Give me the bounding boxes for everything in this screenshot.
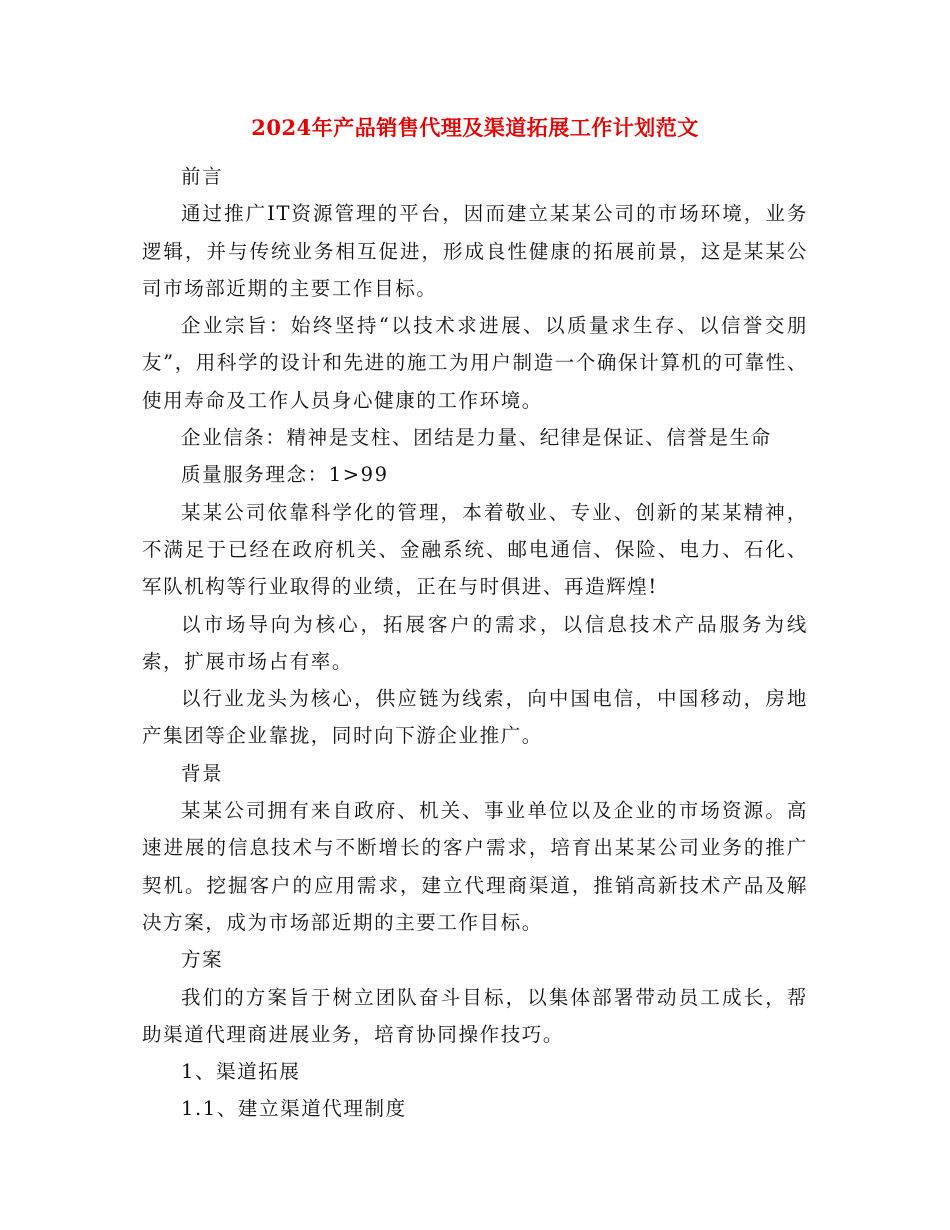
paragraph: 以市场导向为核心，拓展客户的需求，以信息技术产品服务为线索，扩展市场占有率。	[142, 612, 808, 673]
section-heading-background: 背景	[181, 761, 224, 785]
document-body	[142, 158, 808, 1128]
paragraph: 企业信条：精神是支柱、团结是力量、纪律是保证、信誉是生命	[181, 426, 772, 450]
paragraph: 以行业龙头为核心，供应链为线索，向中国电信，中国移动，房地产集团等企业靠拢，同时向下游企业推广。	[142, 687, 808, 748]
paragraph: 通过推广IT资源管理的平台，因而建立某某公司的市场环境，业务逻辑，并与传统业务相互促进，形成良性健康的拓展前景，这是某某公司市场部近期的主要工作目标。	[142, 202, 808, 300]
paragraph: 某某公司拥有来自政府、机关、事业单位以及企业的市场资源。高速进展的信息技术与不断增长的客户需求，培育出某某公司业务的推广契机。挖掘客户的应用需求，建立代理商渠道，推销高新技术产品及解决方案，成为市场部近期的主要工作目标。	[142, 799, 808, 934]
section-heading-preface: 前言	[181, 165, 224, 188]
paragraph: 企业宗旨：始终坚持“以技术求进展、以质量求生存、以信誉交朋友”，用科学的设计和先进的施工为用户制造一个确保计算机的可靠性、使用寿命及工作人员身心健康的工作环境。	[142, 314, 808, 412]
subheading-agent-system: 1.1、建立渠道代理制度	[181, 1097, 407, 1121]
paragraph: 某某公司依靠科学化的管理，本着敬业、专业、创新的某某精神，不满足于已经在政府机关、金融系统、邮电通信、保险、电力、石化、军队机构等行业取得的业绩，正在与时俱进、再造辉煌!	[142, 500, 808, 599]
paragraph: 我们的方案旨于树立团队奋斗目标，以集体部署带动员工成长，帮助渠道代理商进展业务，培育协同操作技巧。	[142, 985, 808, 1046]
section-heading-plan: 方案	[181, 948, 224, 972]
paragraph: 质量服务理念：1>99	[181, 463, 389, 487]
document-title: 2024年产品销售代理及渠道拓展工作计划范文	[251, 115, 699, 140]
subheading-channel-expansion: 1、渠道拓展	[181, 1060, 301, 1084]
